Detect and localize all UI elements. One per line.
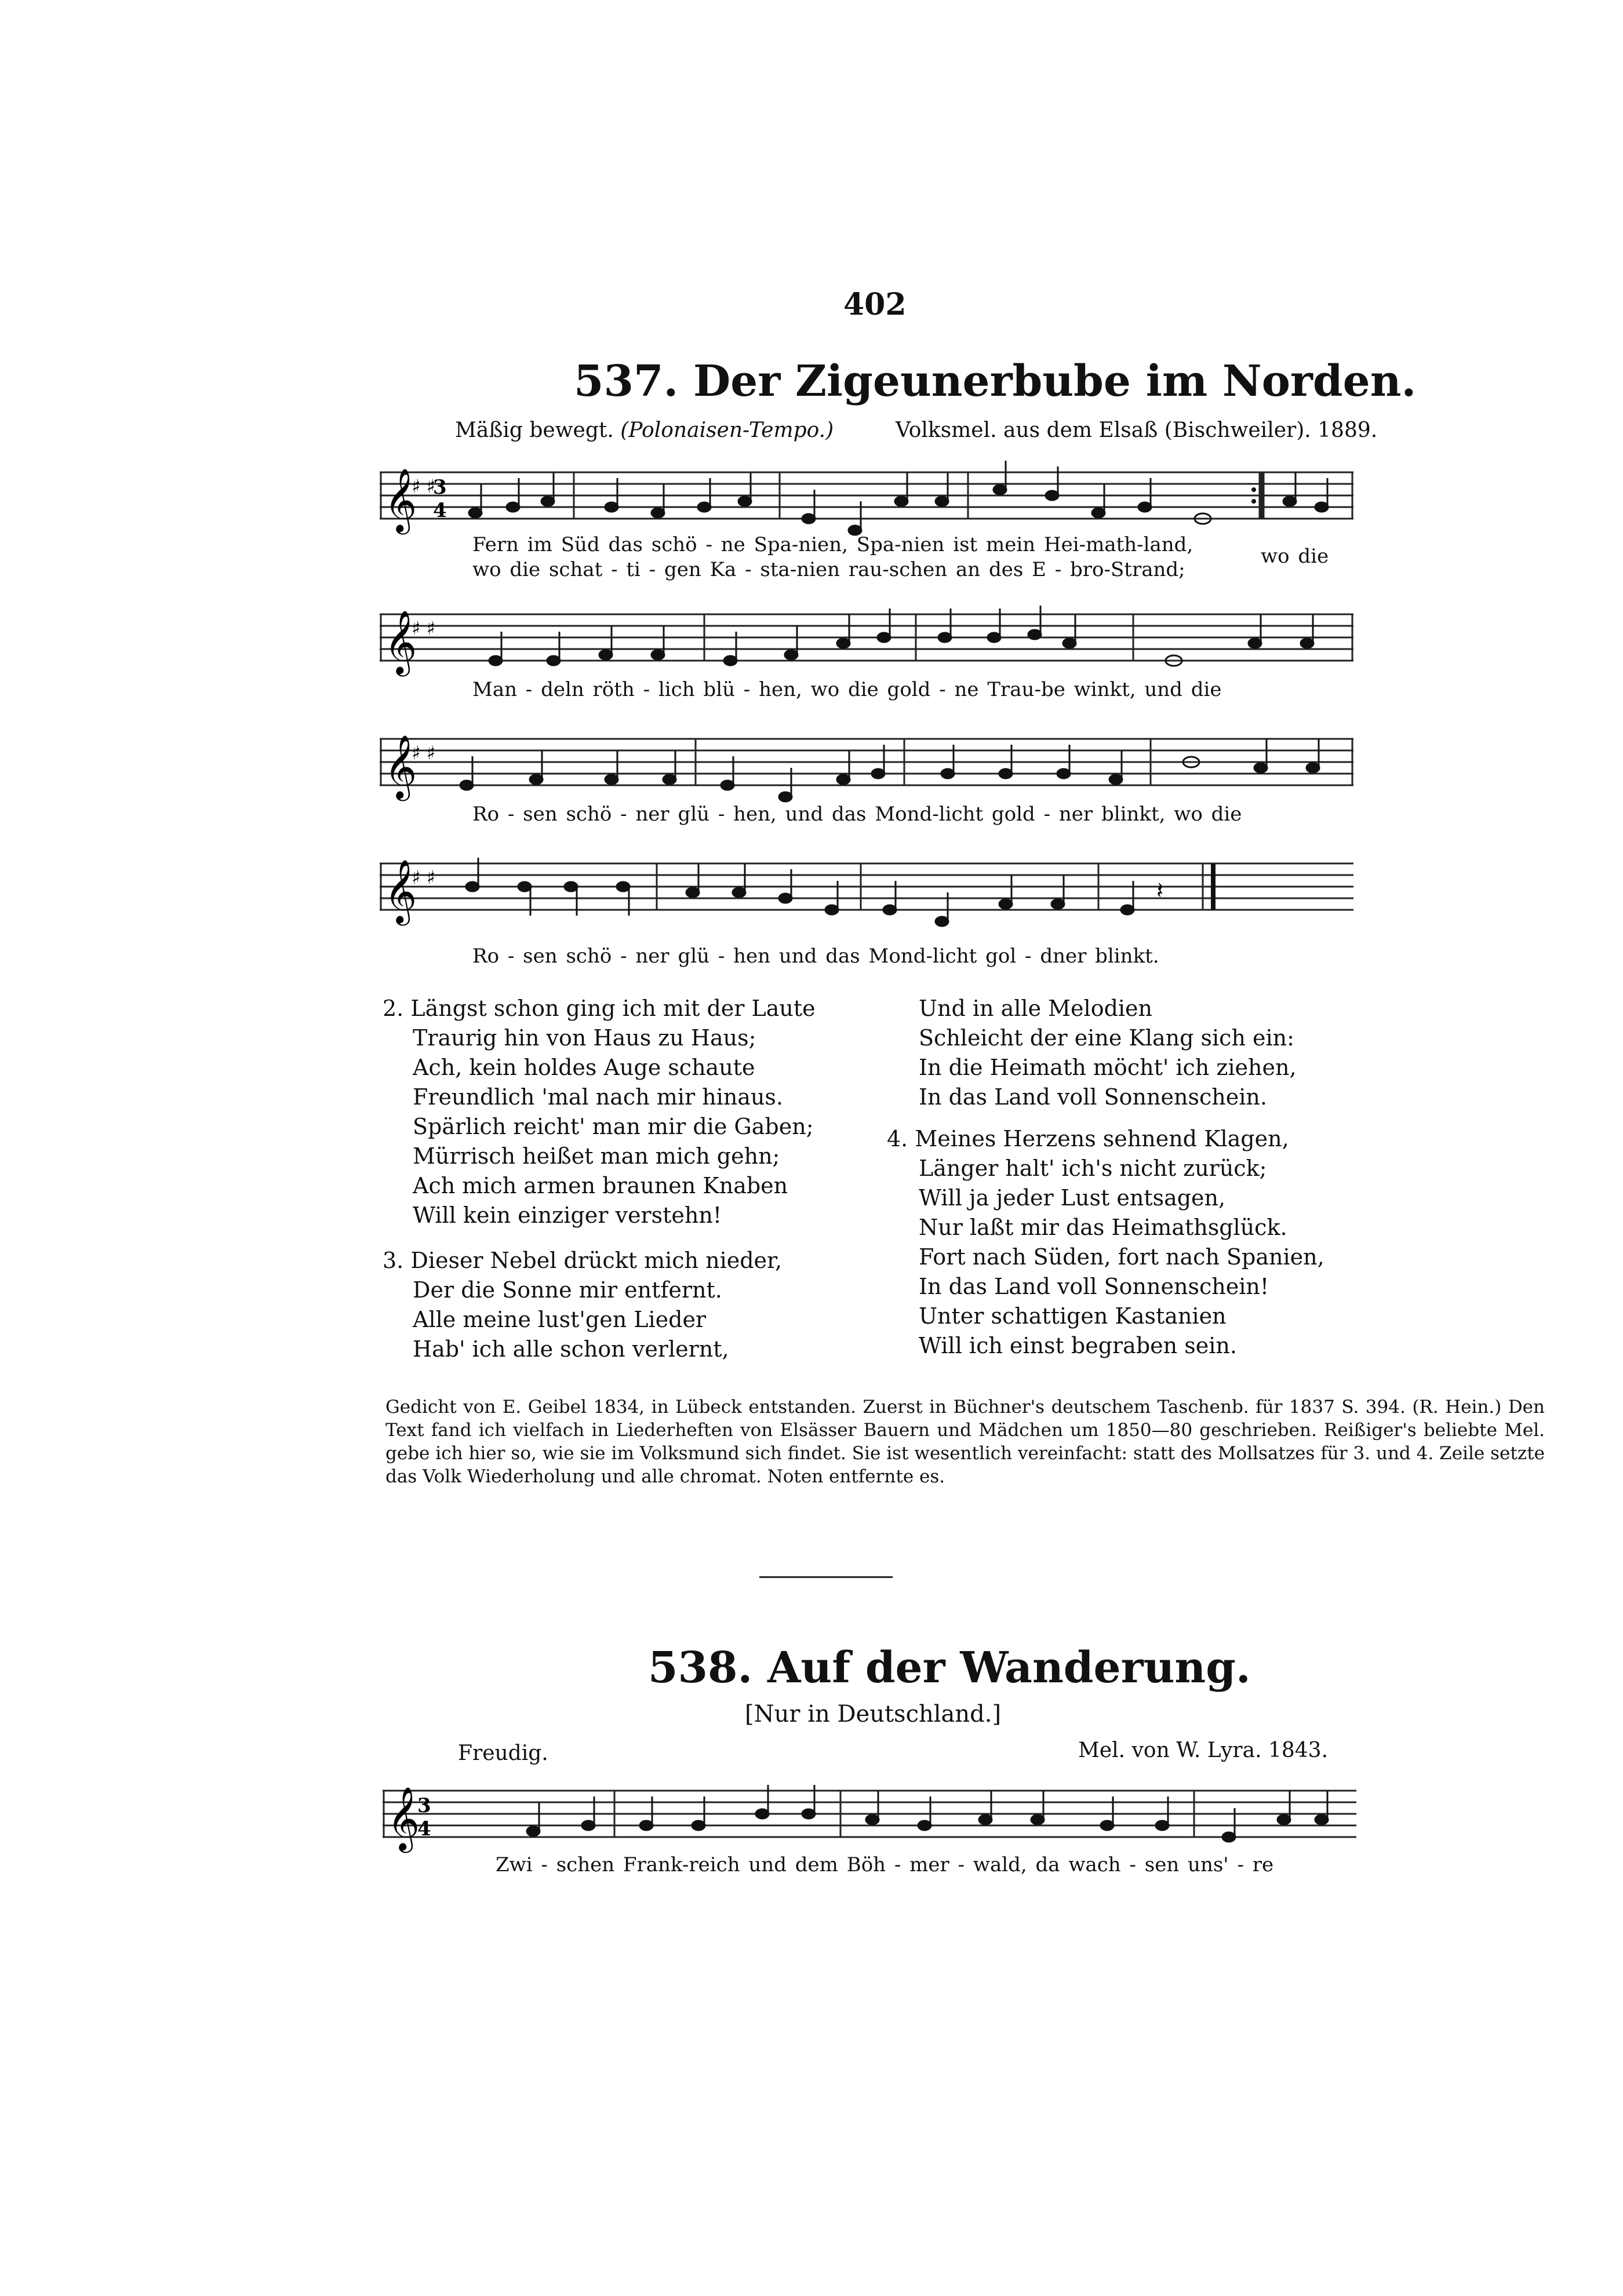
song-538-source: Mel. von W. Lyra. 1843. <box>1078 1739 1329 1762</box>
svg-text:𝄽: 𝄽 <box>1156 877 1164 904</box>
svg-text:𝄞: 𝄞 <box>384 859 417 923</box>
tempo-text: Mäßig bewegt. <box>455 418 614 442</box>
svg-text:𝄞: 𝄞 <box>384 468 417 532</box>
svg-text:𝄞: 𝄞 <box>387 1787 420 1850</box>
staff-1 <box>380 461 1353 536</box>
song-537-tempo <box>455 418 834 442</box>
verse-3-continued: Und in alle Melodien Schleicht der eine Klang sich ein: In die Heimath möcht' ich ziehen, In das Land voll Sonnenschein. <box>919 996 1297 1110</box>
staff-3 <box>380 727 1353 803</box>
svg-text:𝄞: 𝄞 <box>384 735 417 799</box>
staff-1-lyrics-verse-2: wo die schat - ti - gen Ka - sta-nien rau-schen an des E - bro-Strand; <box>472 558 1185 581</box>
svg-text:♯ ♯: ♯ ♯ <box>412 475 436 497</box>
section-divider <box>759 1576 893 1578</box>
svg-text:♯ ♯: ♯ ♯ <box>412 617 436 639</box>
verse-2: 2. Längst schon ging ich mit der Laute Traurig hin von Haus zu Haus; Ach, kein holdes Auge schaute Freundlich 'mal nach mir hinaus. Spärlich reicht' man mir die Gaben; Mürrisch heißet man mich gehn; Ach mich armen braunen Knaben Will kein einziger verstehn! <box>383 996 816 1228</box>
svg-text:𝄞: 𝄞 <box>384 610 417 674</box>
tempo-italic: (Polonaisen-Tempo.) <box>620 418 834 442</box>
svg-text:4: 4 <box>417 1817 431 1841</box>
staff-5 <box>383 1773 1356 1854</box>
svg-text:4: 4 <box>433 499 447 522</box>
verse-3: 3. Dieser Nebel drückt mich nieder, Der die Sonne mir entfernt. Alle meine lust'gen Lieder Hab' ich alle schon verlernt, <box>383 1248 783 1362</box>
svg-text:♯ ♯: ♯ ♯ <box>412 866 436 888</box>
song-538-number: 538. <box>648 1643 753 1693</box>
verse-4: 4. Meines Herzens sehnend Klagen, Länger halt' ich's nicht zurück; Will ja jeder Lust entsagen, Nur laßt mir das Heimathsglück. Fort nach Süden, fort nach Spanien, In das Land voll Sonnenschein! Unter schattigen Kastanien Will ich einst begraben sein. <box>887 1126 1324 1358</box>
staff-2 <box>380 603 1353 678</box>
svg-text:3: 3 <box>417 1794 431 1817</box>
song-537-title: Der Zigeunerbube im Norden. <box>693 356 1417 406</box>
staff-5-lyrics: Zwi - schen Frank-reich und dem Böh - mer - wald, da wach - sen uns' - re <box>496 1853 1274 1876</box>
staff-1-lyrics-tail: wo die <box>1261 545 1329 568</box>
staff-4 <box>380 852 1353 933</box>
staff-1-lyrics-verse-1: Fern im Süd das schö - ne Spa-nien, Spa-nien ist mein Hei-math-land, <box>472 533 1193 556</box>
svg-text:3: 3 <box>433 476 447 499</box>
song-538-title: Auf der Wanderung. <box>767 1643 1251 1693</box>
song-538-subtitle: [Nur in Deutschland.] <box>745 1701 1002 1728</box>
staff-3-lyrics: Ro - sen schö - ner glü - hen, und das Mond-licht gold - ner blinkt, wo die <box>472 803 1242 826</box>
song-537-footnote: Gedicht von E. Geibel 1834, in Lübeck entstanden. Zuerst in Büchner's deutschem Taschenb. für 1837 S. 394. (R. Hein.) Den Text fand ich vielfach in Liederheften von Elsässer Bauern und Mädchen um 1850—80 geschrieben. Reißiger's beliebte Mel. gebe ich hier so, wie sie im Volksmund sich findet. Sie ist wesentlich vereinfacht: statt des Mollsatzes für 3. und 4. Zeile setzte das Volk Wiederholung und alle chromat. Noten entfernte es. <box>385 1397 1545 1487</box>
song-538-heading <box>648 1643 1251 1693</box>
page-number: 402 <box>843 287 907 322</box>
svg-text:♯ ♯: ♯ ♯ <box>412 742 436 764</box>
staff-2-lyrics: Man - deln röth - lich blü - hen, wo die gold - ne Trau-be winkt, und die <box>472 678 1222 701</box>
song-537-number: 537. <box>574 356 679 406</box>
song-537-heading <box>574 356 1416 406</box>
staff-4-lyrics: Ro - sen schö - ner glü - hen und das Mond-licht gol - dner blinkt. <box>472 945 1159 968</box>
song-538-tempo: Freudig. <box>458 1741 548 1765</box>
song-537-source: Volksmel. aus dem Elsaß (Bischweiler). 1889. <box>896 418 1378 442</box>
